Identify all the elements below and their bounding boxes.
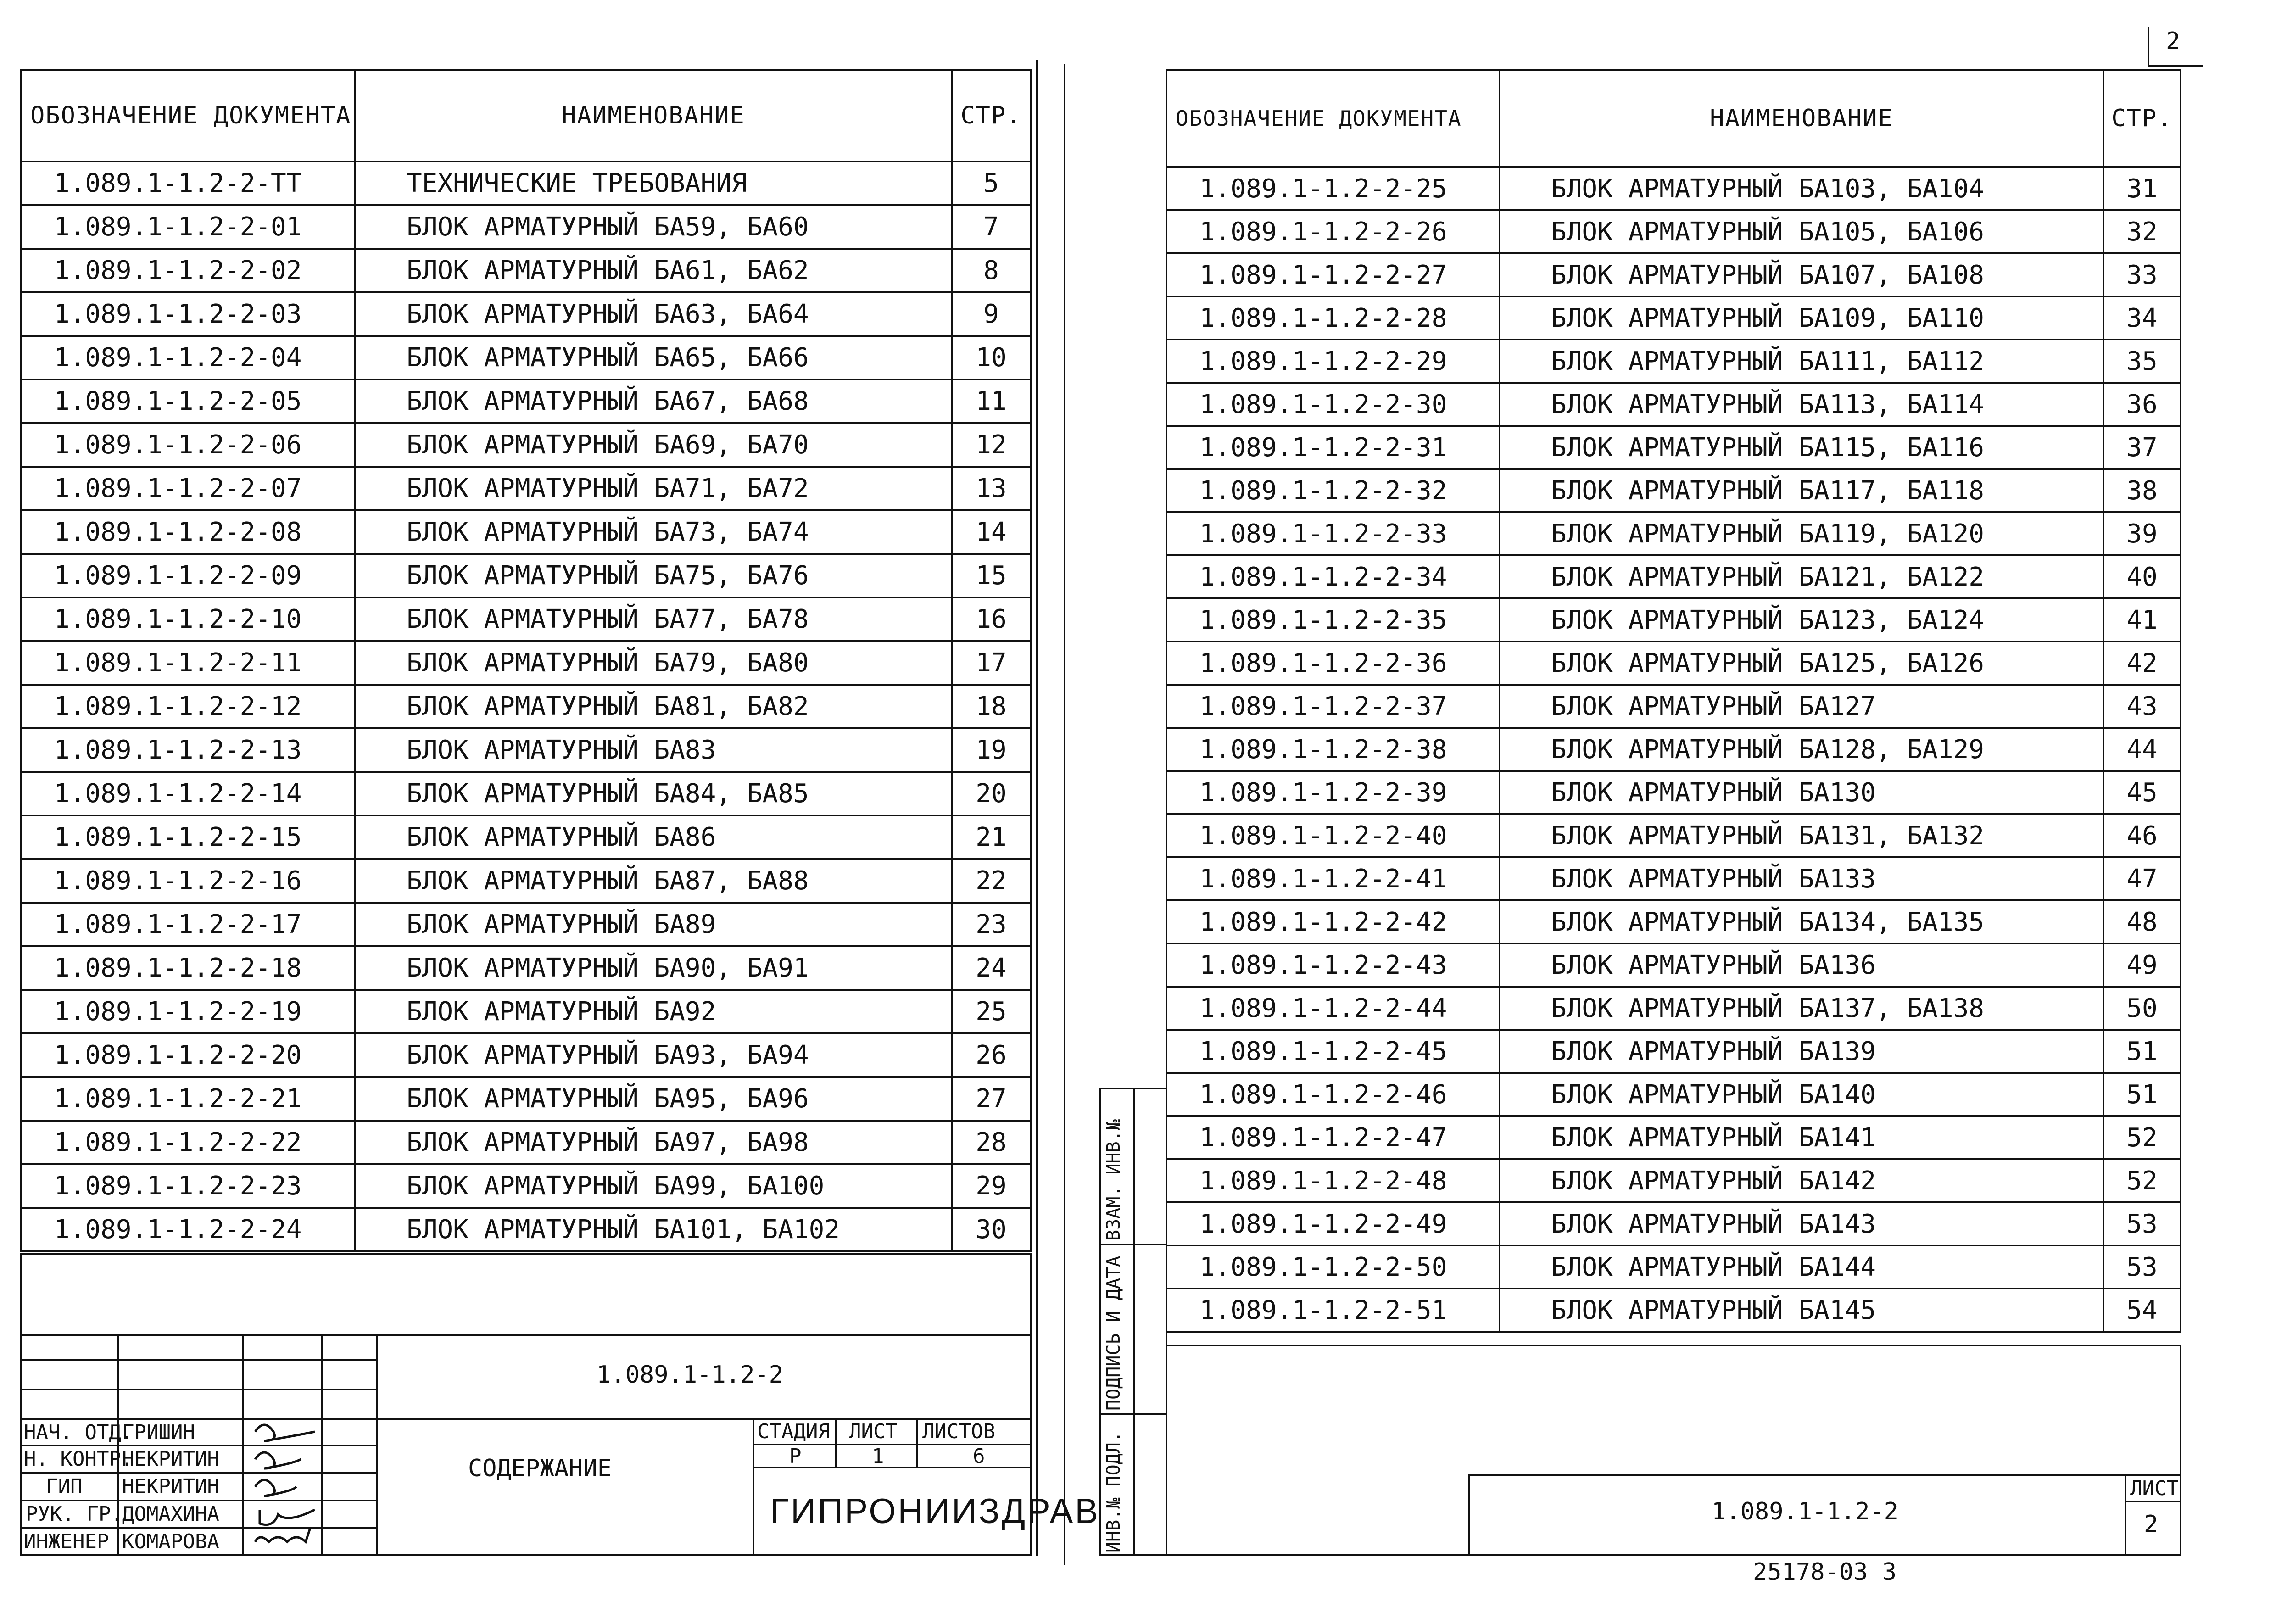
document-code: 1.089.1-1.2-2-05 [21,379,355,423]
stage-grid-line [916,1418,918,1467]
table-row [21,990,1031,1033]
page-number-cell: 13 [952,467,1031,510]
document-code: 1.089.1-1.2-2-01 [21,205,355,249]
stage-label: СТАДИЯ [757,1420,830,1443]
document-name: БЛОК АРМАТУРНЫЙ БА69, БА70 [355,423,952,467]
title-divider [2125,1474,2126,1556]
table-row [21,423,1031,467]
document-code: 1.089.1-1.2-2-29 [1166,340,1500,383]
margin-label-inventory: ИНВ.№ ПОДЛ. [1103,1431,1124,1553]
document-code: 1.089.1-1.2-2-20 [21,1033,355,1077]
table-row [1166,1245,2181,1289]
table-row [21,1033,1031,1077]
document-name: БЛОК АРМАТУРНЫЙ БА86 [355,815,952,859]
column-header-name: НАИМЕНОВАНИЕ [355,70,952,162]
document-name: БЛОК АРМАТУРНЫЙ БА75, БА76 [355,554,952,597]
page-number-cell: 24 [952,946,1031,990]
table-row [1166,383,2181,426]
document-name: БЛОК АРМАТУРНЫЙ БА83 [355,728,952,772]
table-row [1166,728,2181,771]
margin-label-replacement: ВЗАМ. ИНВ.№ [1103,1119,1124,1241]
sheet-label: ЛИСТ [849,1420,898,1443]
document-name: БЛОК АРМАТУРНЫЙ БА140 [1500,1073,2103,1116]
document-name: БЛОК АРМАТУРНЫЙ БА95, БА96 [355,1077,952,1121]
document-name: БЛОК АРМАТУРНЫЙ БА101, БА102 [355,1208,952,1251]
document-name: БЛОК АРМАТУРНЫЙ БА142 [1500,1159,2103,1202]
document-code: 1.089.1-1.2-2-12 [21,685,355,728]
table-row [1166,253,2181,296]
signatory-role: РУК. ГР. [26,1502,123,1526]
document-code: 1.089.1-1.2-2-47 [1166,1116,1500,1159]
table-row [1166,598,2181,642]
document-name: БЛОК АРМАТУРНЫЙ БА79, БА80 [355,641,952,685]
document-name: БЛОК АРМАТУРНЫЙ БА125, БА126 [1500,642,2103,685]
document-name: БЛОК АРМАТУРНЫЙ БА115, БА116 [1500,426,2103,469]
page-number: 2 [2166,28,2181,55]
signatory-role: ИНЖЕНЕР [24,1530,109,1553]
table-row [21,467,1031,510]
page-number-cell: 25 [952,990,1031,1033]
document-code: 1.089.1-1.2-2-25 [1166,167,1500,210]
sheet-value: 1 [872,1445,884,1468]
page-number-cell: 33 [2103,253,2181,296]
page-number-cell: 46 [2103,814,2181,857]
page-number-cell: 30 [952,1208,1031,1251]
left-designation: 1.089.1-1.2-2 [597,1361,783,1389]
signatory-name: ДОМАХИНА [122,1502,219,1526]
document-name: БЛОК АРМАТУРНЫЙ БА103, БА104 [1500,167,2103,210]
table-row [1166,1030,2181,1073]
document-name: БЛОК АРМАТУРНЫЙ БА123, БА124 [1500,598,2103,642]
page-number-cell: 42 [2103,642,2181,685]
document-name: БЛОК АРМАТУРНЫЙ БА144 [1500,1245,2103,1289]
table-row [21,903,1031,946]
document-name: БЛОК АРМАТУРНЫЙ БА121, БА122 [1500,555,2103,598]
table-row [21,685,1031,728]
document-code: 1.089.1-1.2-2-51 [1166,1289,1500,1332]
page-number-cell: 31 [2103,167,2181,210]
document-code: 1.089.1-1.2-2-43 [1166,943,1500,987]
page-number-cell: 18 [952,685,1031,728]
document-name: БЛОК АРМАТУРНЫЙ БА87, БА88 [355,859,952,903]
document-code: 1.089.1-1.2-2-44 [1166,987,1500,1030]
document-name: БЛОК АРМАТУРНЫЙ БА63, БА64 [355,292,952,336]
table-row [21,859,1031,903]
page-number-cell: 39 [2103,512,2181,555]
document-code: 1.089.1-1.2-2-08 [21,510,355,554]
document-name: БЛОК АРМАТУРНЫЙ БА143 [1500,1202,2103,1245]
approval-strip-line [1099,1244,1167,1245]
page-number-cell: 22 [952,859,1031,903]
page-number-cell: 23 [952,903,1031,946]
document-name: БЛОК АРМАТУРНЫЙ БА65, БА66 [355,336,952,379]
table-row [1166,340,2181,383]
page-number-cell: 43 [2103,685,2181,728]
table-row [1166,642,2181,685]
table-row [1166,943,2181,987]
page-number-cell: 27 [952,1077,1031,1121]
document-name: БЛОК АРМАТУРНЫЙ БА117, БА118 [1500,469,2103,512]
page-number-cell: 17 [952,641,1031,685]
table-row [21,728,1031,772]
document-name: БЛОК АРМАТУРНЫЙ БА93, БА94 [355,1033,952,1077]
page-number-cell: 32 [2103,210,2181,253]
table-row [21,1121,1031,1164]
table-row [1166,1289,2181,1332]
footer-stamp: 25178-03 3 [1753,1558,1897,1580]
table-row [21,379,1031,423]
margin-label-signature-date: ПОДПИСЬ И ДАТА [1103,1256,1124,1411]
table-row [1166,469,2181,512]
column-header-code: ОБОЗНАЧЕНИЕ ДОКУМЕНТА [21,70,355,162]
document-code: 1.089.1-1.2-2-42 [1166,900,1500,943]
document-name: БЛОК АРМАТУРНЫЙ БА67, БА68 [355,379,952,423]
document-name: БЛОК АРМАТУРНЫЙ БА77, БА78 [355,597,952,641]
document-name: БЛОК АРМАТУРНЫЙ БА131, БА132 [1500,814,2103,857]
document-name: БЛОК АРМАТУРНЫЙ БА127 [1500,685,2103,728]
document-code: 1.089.1-1.2-2-02 [21,249,355,292]
document-code: 1.089.1-1.2-2-46 [1166,1073,1500,1116]
table-row [1166,814,2181,857]
table-row [21,205,1031,249]
stage-value: Р [789,1445,802,1468]
page-number-cell: 38 [2103,469,2181,512]
document-code: 1.089.1-1.2-2-14 [21,772,355,815]
page-number-cell: 50 [2103,987,2181,1030]
document-code: 1.089.1-1.2-2-50 [1166,1245,1500,1289]
page-number-cell: 10 [952,336,1031,379]
document-name: БЛОК АРМАТУРНЫЙ БА73, БА74 [355,510,952,554]
signatory-name: ГРИШИН [122,1421,195,1444]
document-name: БЛОК АРМАТУРНЫЙ БА139 [1500,1030,2103,1073]
document-code: 1.089.1-1.2-2-19 [21,990,355,1033]
document-code: 1.089.1-1.2-2-33 [1166,512,1500,555]
table-row [1166,771,2181,814]
table-row [21,946,1031,990]
document-name: БЛОК АРМАТУРНЫЙ БА128, БА129 [1500,728,2103,771]
title-divider [753,1418,754,1556]
document-code: 1.089.1-1.2-2-36 [1166,642,1500,685]
approval-strip-line [1099,1413,1167,1415]
sheets-label: ЛИСТОВ [922,1420,995,1443]
page-number-cell: 20 [952,772,1031,815]
table-row [1166,1202,2181,1245]
document-code: 1.089.1-1.2-2-41 [1166,857,1500,900]
table-row [21,510,1031,554]
page-number-cell: 37 [2103,426,2181,469]
sig-grid-line [20,1359,378,1361]
table-row [21,249,1031,292]
document-code: 1.089.1-1.2-2-07 [21,467,355,510]
signatory-name: КОМАРОВА [122,1530,219,1553]
table-row [1166,426,2181,469]
column-header-code: ОБОЗНАЧЕНИЕ ДОКУМЕНТА [1166,70,1500,167]
table-row [1166,900,2181,943]
document-code: 1.089.1-1.2-2-09 [21,554,355,597]
document-name: БЛОК АРМАТУРНЫЙ БА109, БА110 [1500,296,2103,340]
document-code: 1.089.1-1.2-2-27 [1166,253,1500,296]
document-code: 1.089.1-1.2-2-37 [1166,685,1500,728]
document-name: БЛОК АРМАТУРНЫЙ БА89 [355,903,952,946]
document-title: СОДЕРЖАНИЕ [468,1455,612,1482]
page-number-cell: 9 [952,292,1031,336]
fold-line-left [1036,60,1038,1556]
signatory-role: Н. КОНТР. [24,1447,134,1471]
document-code: 1.089.1-1.2-2-16 [21,859,355,903]
stage-grid-line [835,1418,837,1467]
page-number-cell: 40 [2103,555,2181,598]
page-number-cell: 19 [952,728,1031,772]
right-sheet-number: 2 [2144,1511,2159,1538]
document-code: 1.089.1-1.2-2-ТТ [21,162,355,205]
table-row [1166,210,2181,253]
document-code: 1.089.1-1.2-2-45 [1166,1030,1500,1073]
page-number-cell: 51 [2103,1030,2181,1073]
document-code: 1.089.1-1.2-2-31 [1166,426,1500,469]
table-row [21,641,1031,685]
table-row [21,815,1031,859]
table-row [21,336,1031,379]
document-code: 1.089.1-1.2-2-03 [21,292,355,336]
table-row [1166,987,2181,1030]
signatory-name: НЕКРИТИН [122,1475,219,1498]
document-code: 1.089.1-1.2-2-34 [1166,555,1500,598]
document-name: БЛОК АРМАТУРНЫЙ БА134, БА135 [1500,900,2103,943]
document-name: ТЕХНИЧЕСКИЕ ТРЕБОВАНИЯ [355,162,952,205]
document-code: 1.089.1-1.2-2-22 [21,1121,355,1164]
page-number-cell: 48 [2103,900,2181,943]
page-number-cell: 53 [2103,1245,2181,1289]
page-number-cell: 5 [952,162,1031,205]
document-code: 1.089.1-1.2-2-35 [1166,598,1500,642]
document-name: БЛОК АРМАТУРНЫЙ БА133 [1500,857,2103,900]
document-code: 1.089.1-1.2-2-39 [1166,771,1500,814]
right-designation: 1.089.1-1.2-2 [1712,1498,1898,1525]
page-number-cell: 21 [952,815,1031,859]
page-number-cell: 53 [2103,1202,2181,1245]
table-row [21,292,1031,336]
table-row [1166,1116,2181,1159]
document-name: БЛОК АРМАТУРНЫЙ БА84, БА85 [355,772,952,815]
document-code: 1.089.1-1.2-2-26 [1166,210,1500,253]
table-row [1166,167,2181,210]
document-code: 1.089.1-1.2-2-48 [1166,1159,1500,1202]
table-row [21,162,1031,205]
page-number-cell: 28 [952,1121,1031,1164]
document-name: БЛОК АРМАТУРНЫЙ БА137, БА138 [1500,987,2103,1030]
page-number-cell: 29 [952,1164,1031,1208]
title-divider [2125,1501,2181,1502]
document-code: 1.089.1-1.2-2-23 [21,1164,355,1208]
column-header-name: НАИМЕНОВАНИЕ [1500,70,2103,167]
document-name: БЛОК АРМАТУРНЫЙ БА141 [1500,1116,2103,1159]
document-code: 1.089.1-1.2-2-32 [1166,469,1500,512]
page-number-underline [2148,65,2203,67]
signatory-role: ГИП [46,1475,83,1498]
document-name: БЛОК АРМАТУРНЫЙ БА71, БА72 [355,467,952,510]
column-header-page: СТР. [2103,70,2181,167]
table-row [1166,1159,2181,1202]
column-header-page: СТР. [952,70,1031,162]
document-code: 1.089.1-1.2-2-11 [21,641,355,685]
document-name: БЛОК АРМАТУРНЫЙ БА105, БА106 [1500,210,2103,253]
document-name: БЛОК АРМАТУРНЫЙ БА111, БА112 [1500,340,2103,383]
document-name: БЛОК АРМАТУРНЫЙ БА90, БА91 [355,946,952,990]
document-code: 1.089.1-1.2-2-18 [21,946,355,990]
page-number-cell: 54 [2103,1289,2181,1332]
fold-line-right [1064,64,1065,1565]
page-number-cell: 45 [2103,771,2181,814]
left-contents-table [20,69,1032,1252]
table-row [1166,857,2181,900]
document-code: 1.089.1-1.2-2-10 [21,597,355,641]
table-row [21,597,1031,641]
page-number-cell: 8 [952,249,1031,292]
table-row [1166,512,2181,555]
page-number-cell: 34 [2103,296,2181,340]
page-number-cell: 11 [952,379,1031,423]
document-code: 1.089.1-1.2-2-30 [1166,383,1500,426]
document-code: 1.089.1-1.2-2-17 [21,903,355,946]
document-name: БЛОК АРМАТУРНЫЙ БА97, БА98 [355,1121,952,1164]
document-name: БЛОК АРМАТУРНЫЙ БА113, БА114 [1500,383,2103,426]
document-code: 1.089.1-1.2-2-40 [1166,814,1500,857]
page-number-cell: 14 [952,510,1031,554]
table-row [21,554,1031,597]
page-number-cell: 35 [2103,340,2181,383]
signatory-role: НАЧ. ОТД. [24,1421,134,1444]
table-row [1166,1073,2181,1116]
table-row [21,1208,1031,1251]
page-number-cell: 52 [2103,1116,2181,1159]
table-row [21,1077,1031,1121]
document-code: 1.089.1-1.2-2-28 [1166,296,1500,340]
document-code: 1.089.1-1.2-2-21 [21,1077,355,1121]
document-code: 1.089.1-1.2-2-15 [21,815,355,859]
document-name: БЛОК АРМАТУРНЫЙ БА61, БА62 [355,249,952,292]
page-number-border [2148,27,2149,67]
page-number-cell: 15 [952,554,1031,597]
document-name: БЛОК АРМАТУРНЫЙ БА81, БА82 [355,685,952,728]
page-number-cell: 49 [2103,943,2181,987]
page-number-cell: 16 [952,597,1031,641]
sig-grid-line [20,1389,378,1390]
document-name: БЛОК АРМАТУРНЫЙ БА99, БА100 [355,1164,952,1208]
sheets-value: 6 [973,1445,985,1468]
document-name: БЛОК АРМАТУРНЫЙ БА136 [1500,943,2103,987]
page-number-cell: 52 [2103,1159,2181,1202]
table-row [1166,555,2181,598]
page-number-cell: 12 [952,423,1031,467]
document-name: БЛОК АРМАТУРНЫЙ БА145 [1500,1289,2103,1332]
table-row [21,1164,1031,1208]
document-code: 1.089.1-1.2-2-38 [1166,728,1500,771]
page-number-cell: 51 [2103,1073,2181,1116]
signature-scribble [246,1418,329,1556]
table-row [1166,685,2181,728]
page-number-cell: 44 [2103,728,2181,771]
document-name: БЛОК АРМАТУРНЫЙ БА130 [1500,771,2103,814]
table-row [1166,296,2181,340]
page-number-cell: 41 [2103,598,2181,642]
approval-strip-line [1133,1088,1135,1556]
document-code: 1.089.1-1.2-2-06 [21,423,355,467]
document-code: 1.089.1-1.2-2-04 [21,336,355,379]
page-number-cell: 26 [952,1033,1031,1077]
document-name: БЛОК АРМАТУРНЫЙ БА92 [355,990,952,1033]
document-name: БЛОК АРМАТУРНЫЙ БА119, БА120 [1500,512,2103,555]
page-number-cell: 47 [2103,857,2181,900]
page-number-cell: 36 [2103,383,2181,426]
document-name: БЛОК АРМАТУРНЫЙ БА59, БА60 [355,205,952,249]
page-number-cell: 7 [952,205,1031,249]
document-code: 1.089.1-1.2-2-13 [21,728,355,772]
table-row [21,772,1031,815]
organization-name: ГИПРОНИИЗДРАВ [770,1492,1100,1531]
right-contents-table [1166,69,2181,1333]
document-code: 1.089.1-1.2-2-24 [21,1208,355,1251]
document-code: 1.089.1-1.2-2-49 [1166,1202,1500,1245]
right-sheet-label: ЛИСТ [2130,1477,2179,1500]
signatory-name: НЕКРИТИН [122,1447,219,1471]
document-name: БЛОК АРМАТУРНЫЙ БА107, БА108 [1500,253,2103,296]
